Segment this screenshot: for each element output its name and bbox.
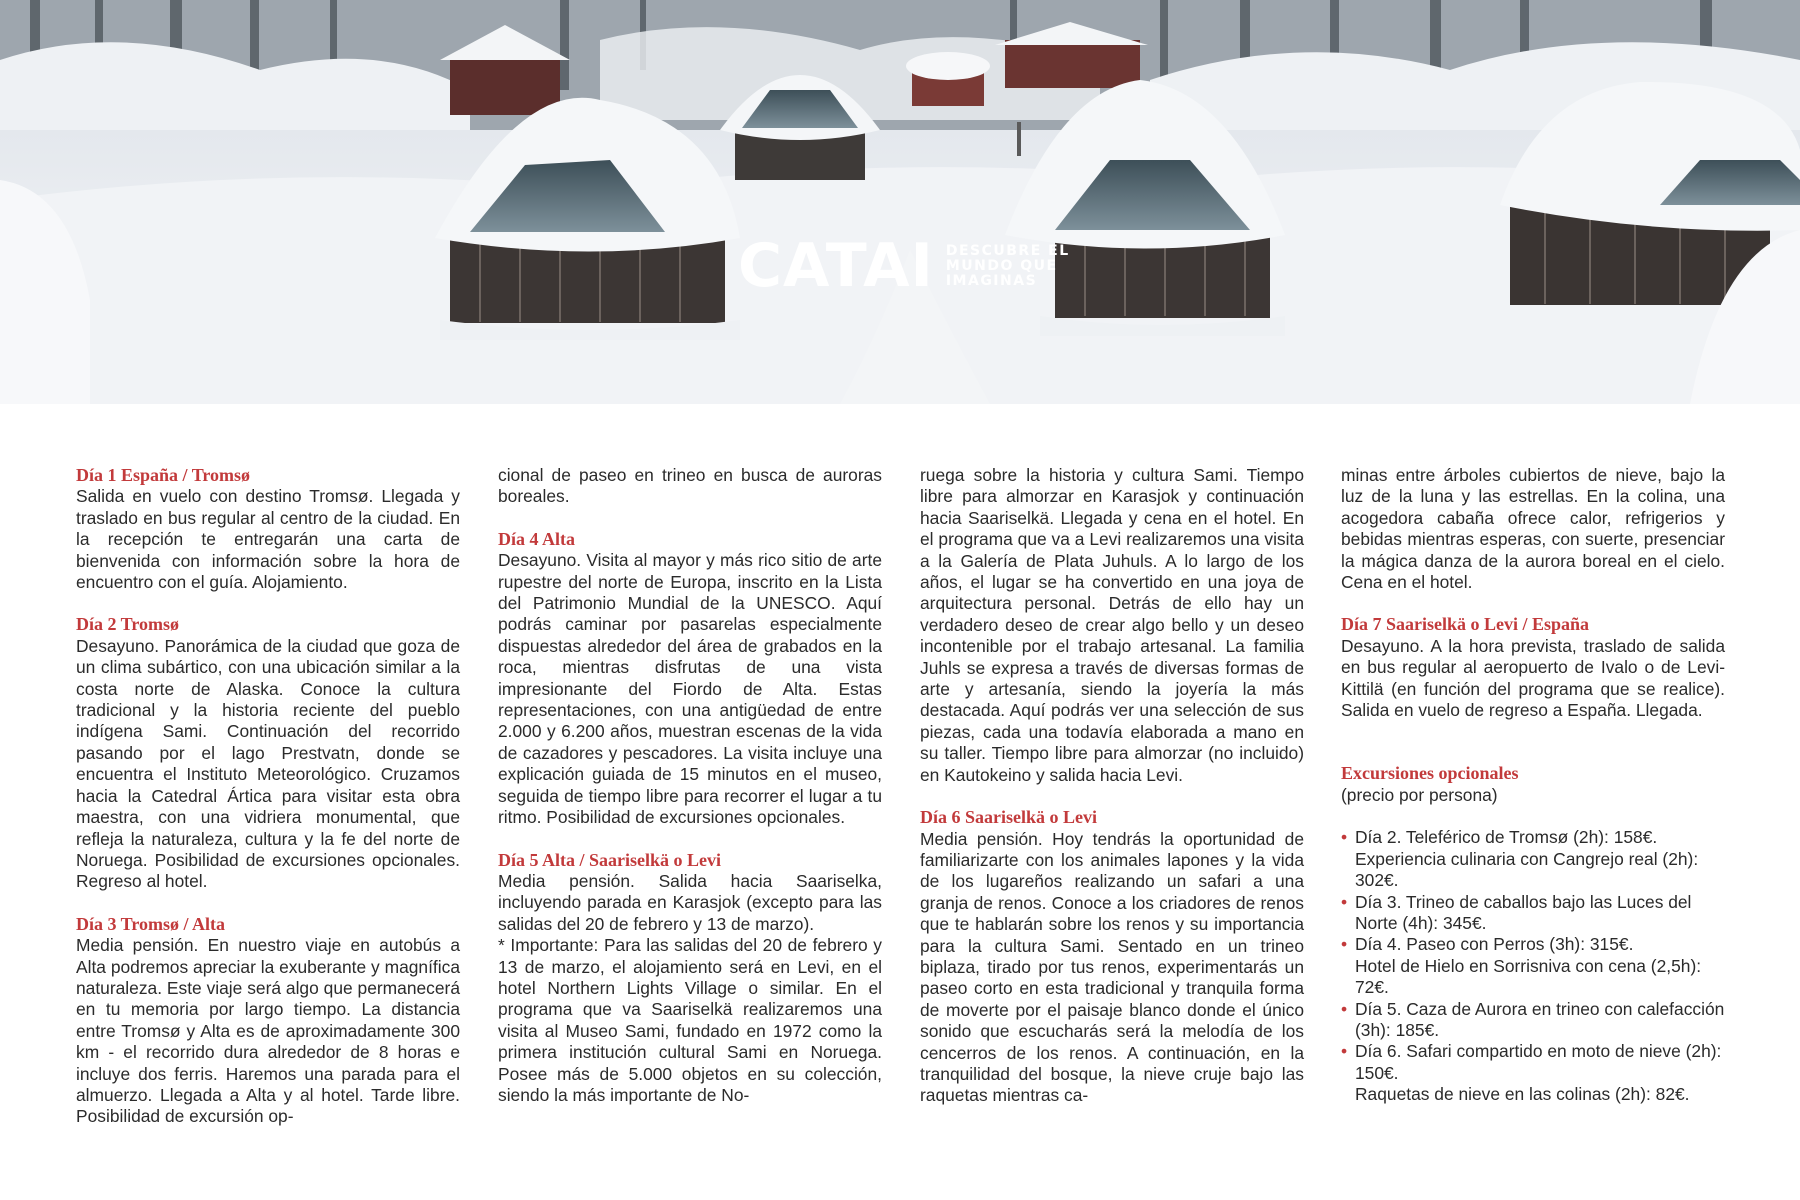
day-1-text: Salida en vuelo con destino Tromsø. Llegada y traslado en bus regular al centro de la ciudad. En la recepción te entregarán una carta de bienvenida con información sobre la hora de encuentro con el guía. Alojamiento.	[76, 486, 460, 593]
day-7-text: Desayuno. A la hora prevista, traslado de salida en bus regular al aeropuerto de Ivalo o de Levi-Kittilä (en función del programa que se realice). Salida en vuelo de regreso a España. Llegada.	[1341, 635, 1725, 721]
brand-tagline	[946, 244, 1070, 289]
bullet-icon: •	[1341, 934, 1348, 955]
tagline-line: IMAGINAS	[945, 272, 1038, 289]
list-item	[1341, 827, 1725, 891]
excursion-text: Día 6. Safari compartido en moto de nieve (2h): 150€.	[1355, 1041, 1722, 1083]
list-item	[1341, 934, 1725, 998]
excursion-text: Día 4. Paseo con Perros (3h): 315€.	[1355, 934, 1634, 955]
day-5-text: Media pensión. Salida hacia Saariselka, incluyendo parada en Karasjok (excepto para las salidas del 20 de febrero y 13 de marzo).	[498, 870, 882, 934]
day-7-heading: Día 7 Saariselkä o Levi / España	[1341, 614, 1590, 635]
text-column-4	[1341, 465, 1725, 1106]
text-column-2	[498, 465, 882, 1106]
optional-excursions-list	[1341, 827, 1725, 1105]
excursion-text: Día 3. Trineo de caballos bajo las Luces del Norte (4h): 345€.	[1355, 891, 1692, 933]
day-3-heading: Día 3 Tromsø / Alta	[76, 913, 226, 934]
text-column-1	[76, 465, 460, 1128]
day-4-heading: Día 4 Alta	[498, 528, 576, 549]
text-column-3	[920, 465, 1304, 1107]
excursion-extra: Raquetas de nieve en las colinas (2h): 82€.	[1355, 1084, 1690, 1105]
day-1-heading: Día 1 España / Tromsø	[76, 465, 251, 485]
optional-excursions-subtitle: (precio por persona)	[1341, 784, 1498, 805]
day-3-text: Media pensión. En nuestro viaje en autobús a Alta podremos apreciar la exuberante y magnífica naturaleza. Este viaje será algo que permanecerá en tu memoria por largo tiempo. La distancia entre Tromsø y Alta es de aproximadamente 300 km - el recorrido dura alrededor de 8 horas e incluye dos ferris. Haremos una parada para el almuerzo. Llegada a Alta y al hotel. Tarde libre. Posibilidad de excursión op-	[76, 935, 460, 1127]
hero-photo	[0, 0, 1800, 404]
excursion-text: Día 5. Caza de Aurora en trineo con calefacción (3h): 185€.	[1355, 998, 1725, 1040]
list-item	[1341, 999, 1725, 1042]
day-6-text: Media pensión. Hoy tendrás la oportunidad de familiarizarte con los animales lapones y la vida de los lugareños realizando un safari a una granja de renos. Conoce a los criadores de renos que te hablarán sobre los renos y su importancia para la cultura Sami. Sentado en un trineo biplaza, tirado por tus renos, experimentarás un paseo corto en esta tradicional y tranquila forma de moverte por el paisaje blanco donde el único sonido que escucharás será la melodía de los cencerros de los renos. A continuación, en la tranquilidad del bosque, la nieve cruje bajo las raquetas mientras ca-	[920, 828, 1304, 1106]
day-5-continued-text: ruega sobre la historia y cultura Sami. Tiempo libre para almorzar en Karasjok y continuación hacia Saariselkä. Llegada y cena en el hotel. En el programa que va a Levi realizaremos una visita a la Galería de Plata Juhuls. A lo largo de los años, el lugar se ha convertido en una joya de arquitectura personal. Detrás de ello hay un verdadero deseo de crear algo bello y un deseo incontenible por el trabajo artesanal. La familia Juhls se expresa a través de diversas formas de arte y artesanía, siendo la joyería la más destacada. Aquí podrás ver una selección de sus piezas, cada una todavía elaborada a mano en su taller. Tiempo libre para almorzar (no incluido) en Kautokeino y salida hacia Levi.	[920, 465, 1304, 785]
day-3-continued-text: cional de paseo en trineo en busca de auroras boreales.	[498, 465, 882, 507]
excursion-extra: Hotel de Hielo en Sorrisniva con cena (2,5h): 72€.	[1355, 955, 1702, 998]
tagline-line: MUNDO QUE	[945, 257, 1058, 274]
bullet-icon: •	[1341, 1041, 1348, 1062]
bullet-icon: •	[1341, 827, 1348, 848]
snowy-igloo-village-illustration	[0, 0, 1800, 404]
bullet-icon: •	[1341, 998, 1348, 1019]
day-2-heading: Día 2 Tromsø	[76, 614, 180, 635]
day-6-continued-text: minas entre árboles cubiertos de nieve, bajo la luz de la luna y las estrellas. En la colina, una acogedora cabaña ofrece calor, refrigerios y bebidas mientras esperas, con suerte, presenciar la mágica danza de la aurora boreal en el cielo. Cena en el hotel.	[1341, 465, 1725, 593]
excursion-text: Día 2. Teleférico de Tromsø (2h): 158€.	[1355, 827, 1658, 848]
day-4-text: Desayuno. Visita al mayor y más rico sitio de arte rupestre del norte de Europa, inscrito en la Lista del Patrimonio Mundial de la UNESCO. Aquí podrás caminar por pasarelas especialmente dispuestas alrededor del área de grabados en la roca, mientras disfrutas de una vista impresionante del Fiordo de Alta. Estas representaciones, con una antigüedad de entre 2.000 y 6.200 años, muestran escenas de la vida de cazadores y pescadores. La visita incluye una explicación guiada de 15 minutos en el museo, seguida de tiempo libre para recorrer el lugar a tu ritmo. Posibilidad de excursiones opcionales.	[498, 550, 882, 828]
tagline-line: DESCUBRE EL	[945, 242, 1070, 259]
list-item	[1341, 892, 1725, 935]
day-5-heading: Día 5 Alta / Saariselkä o Levi	[498, 849, 722, 870]
brand-wordmark: CATAI	[738, 231, 934, 301]
brand-logo	[738, 231, 1070, 301]
optional-excursions-heading: Excursiones opcionales	[1341, 763, 1519, 784]
bullet-icon: •	[1341, 891, 1348, 912]
list-item	[1341, 1041, 1725, 1105]
day-6-heading: Día 6 Saariselkä o Levi	[920, 807, 1098, 828]
day-2-text: Desayuno. Panorámica de la ciudad que goza de un clima subártico, con una ubicación similar a la costa norte de Alaska. Conoce la cultura tradicional y la historia reciente del pueblo indígena Sami. Continuación del recorrido pasando por el lago Prestvatn, donde se encuentra el Instituto Meteorológico. Cruzamos hacia la Catedral Ártica para visitar esta obra maestra, con una vidriera monumental, que refleja la naturaleza, cultura y la fe del norte de Noruega. Posibilidad de excursiones opcionales. Regreso al hotel.	[76, 635, 460, 892]
excursion-extra: Experiencia culinaria con Cangrejo real (2h): 302€.	[1355, 848, 1699, 891]
day-5-note: * Importante: Para las salidas del 20 de febrero y 13 de marzo, el alojamiento será en Levi, en el hotel Northern Lights Village o similar. En el programa que va Saariselkä realizaremos una visita al Museo Sami, fundado en 1972 como la primera institución cultural Sami en Noruega. Posee más de 5.000 objetos en su colección, siendo la más importante de No-	[498, 935, 882, 1105]
